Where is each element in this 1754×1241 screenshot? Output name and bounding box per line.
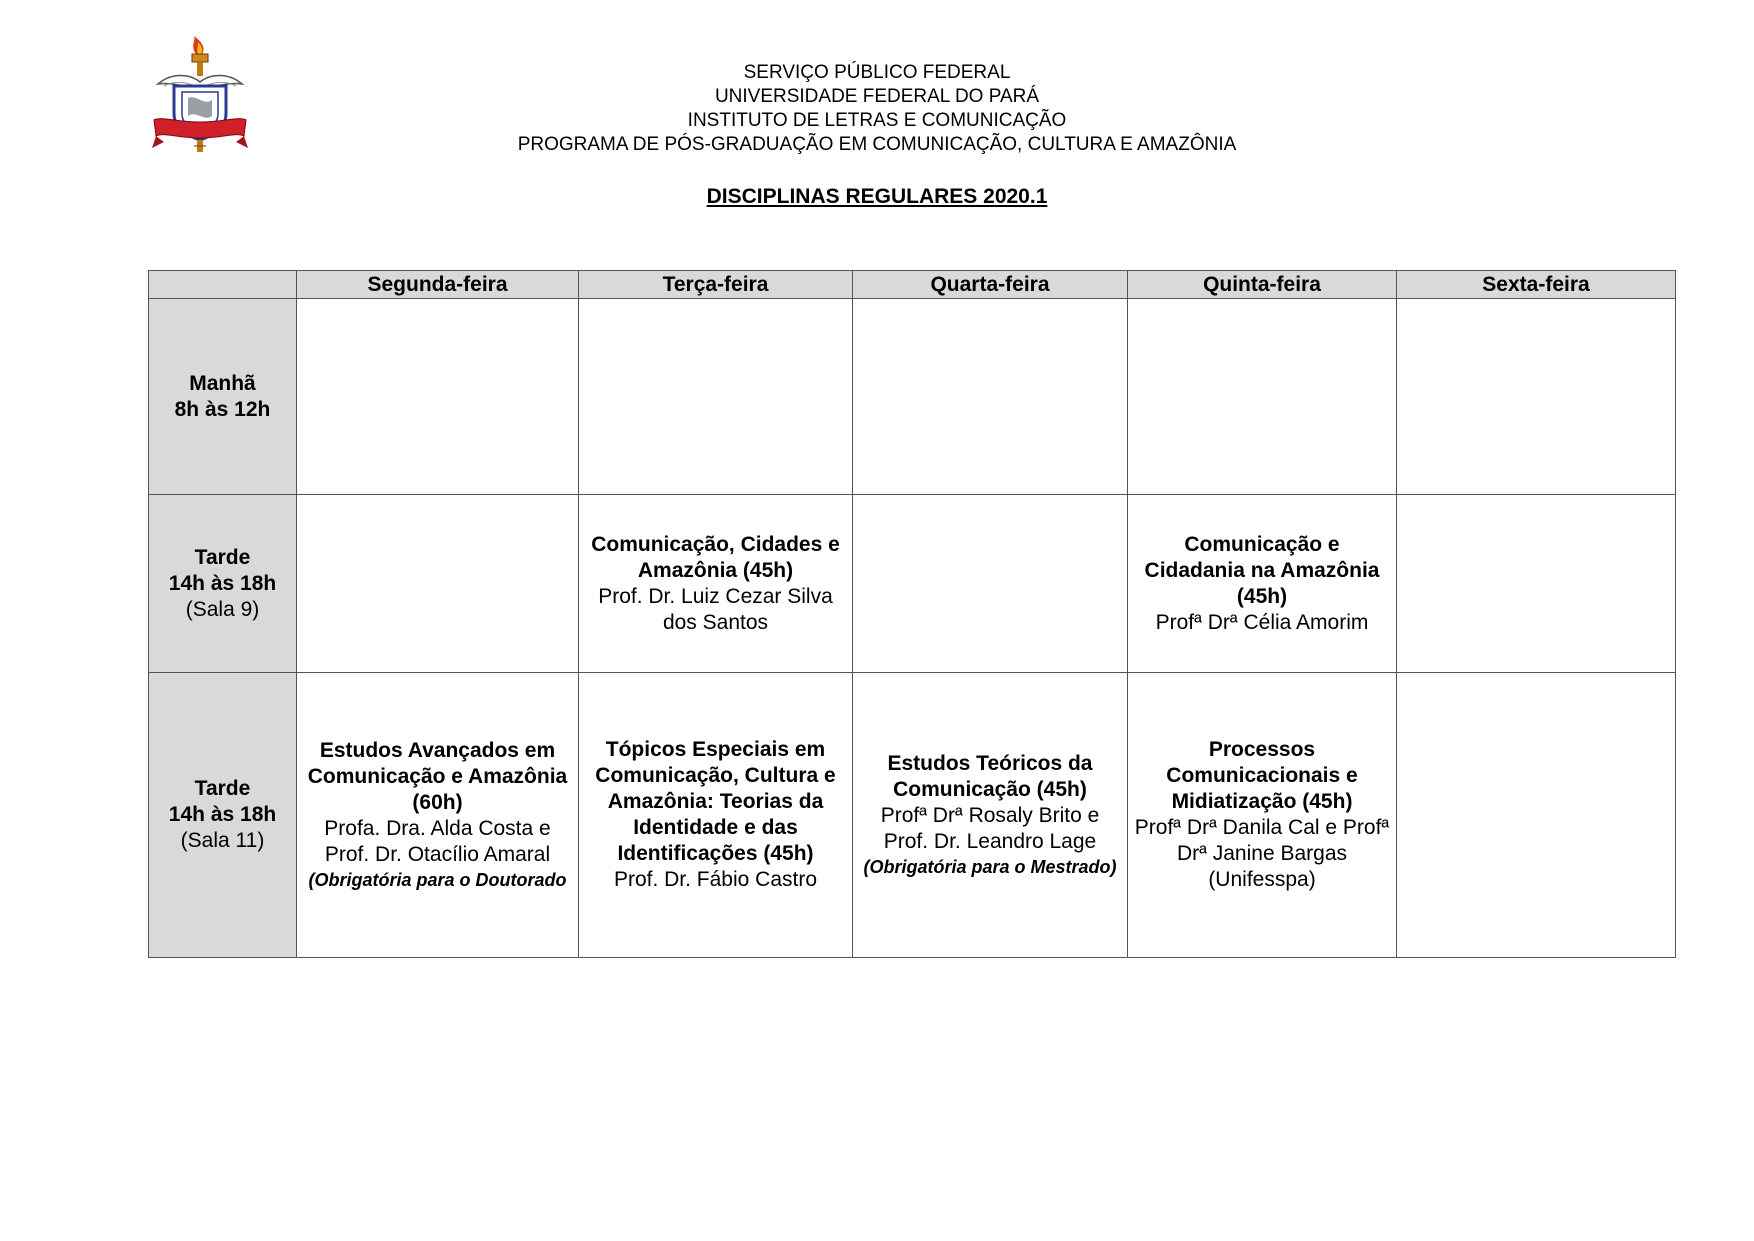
course-cell <box>1128 673 1397 958</box>
course-cell <box>853 673 1128 958</box>
course-cell <box>853 299 1128 495</box>
course-professor: Profa. Dra. Alda Costa e Prof. Dr. Otacílio Amaral <box>324 816 551 866</box>
period-name: Tarde <box>194 545 251 569</box>
table-corner-cell <box>149 271 297 299</box>
header-line-service: SERVIÇO PÚBLICO FEDERAL <box>743 62 1011 83</box>
document-header <box>0 61 1754 157</box>
course-cell <box>297 299 579 495</box>
course-professor: Profª Drª Célia Amorim <box>1155 610 1369 634</box>
day-header-tuesday: Terça-feira <box>579 271 853 299</box>
period-time: 14h às 18h <box>168 803 277 826</box>
course-professor: Prof. Dr. Luiz Cezar Silva dos Santos <box>598 584 833 634</box>
document-title: DISCIPLINAS REGULARES 2020.1 <box>706 185 1048 208</box>
period-name: Tarde <box>194 777 251 800</box>
period-cell <box>149 299 297 495</box>
course-cell <box>579 495 853 673</box>
course-cell <box>579 299 853 495</box>
period-cell <box>149 495 297 673</box>
course-note: (Obrigatória para o Doutorado <box>308 869 567 890</box>
course-professor: Profª Drª Danila Cal e Profª Drª Janine Bargas (Unifesspa) <box>1134 816 1390 891</box>
day-header-wednesday: Quarta-feira <box>853 271 1128 299</box>
header-line-institute: INSTITUTO DE LETRAS E COMUNICAÇÃO <box>687 110 1067 131</box>
table-row <box>149 673 1676 958</box>
table-row <box>149 495 1676 673</box>
course-professor: Profª Drª Rosaly Brito e Prof. Dr. Leandro Lage <box>880 803 1100 853</box>
course-cell <box>297 495 579 673</box>
day-header-thursday: Quinta-feira <box>1128 271 1397 299</box>
day-header-monday: Segunda-feira <box>297 271 579 299</box>
period-name: Manhã <box>189 371 256 395</box>
course-cell <box>853 495 1128 673</box>
header-line-university: UNIVERSIDADE FEDERAL DO PARÁ <box>714 86 1040 107</box>
course-title: Comunicação e Cidadania na Amazônia (45h) <box>1144 532 1380 608</box>
schedule-table <box>148 270 1676 958</box>
course-cell <box>1128 495 1397 673</box>
course-title: Estudos Avançados em Comunicação e Amazônia (60h) <box>307 738 568 814</box>
period-time: 8h às 12h <box>174 397 271 421</box>
period-room: (Sala 11) <box>180 829 265 852</box>
period-room: (Sala 9) <box>185 597 260 621</box>
course-title: Estudos Teóricos da Comunicação (45h) <box>887 751 1093 801</box>
course-cell <box>1397 673 1676 958</box>
period-cell <box>149 673 297 958</box>
course-professor: Prof. Dr. Fábio Castro <box>613 868 818 891</box>
course-title: Tópicos Especiais em Comunicação, Cultura e Amazônia: Teorias da Identidade e das Identificações (45h) <box>595 738 836 865</box>
course-cell <box>579 673 853 958</box>
day-header-friday: Sexta-feira <box>1397 271 1676 299</box>
course-cell <box>1397 495 1676 673</box>
course-note: (Obrigatória para o Mestrado) <box>863 856 1117 877</box>
course-cell <box>1397 299 1676 495</box>
course-title: Comunicação, Cidades e Amazônia (45h) <box>591 532 840 582</box>
course-cell <box>1128 299 1397 495</box>
period-time: 14h às 18h <box>168 571 277 595</box>
table-row <box>149 299 1676 495</box>
header-line-program: PROGRAMA DE PÓS-GRADUAÇÃO EM COMUNICAÇÃO, CULTURA E AMAZÔNIA <box>517 134 1237 155</box>
course-cell <box>297 673 579 958</box>
table-header-row <box>149 271 1676 299</box>
course-title: Processos Comunicacionais e Midiatização (45h) <box>1166 738 1358 813</box>
